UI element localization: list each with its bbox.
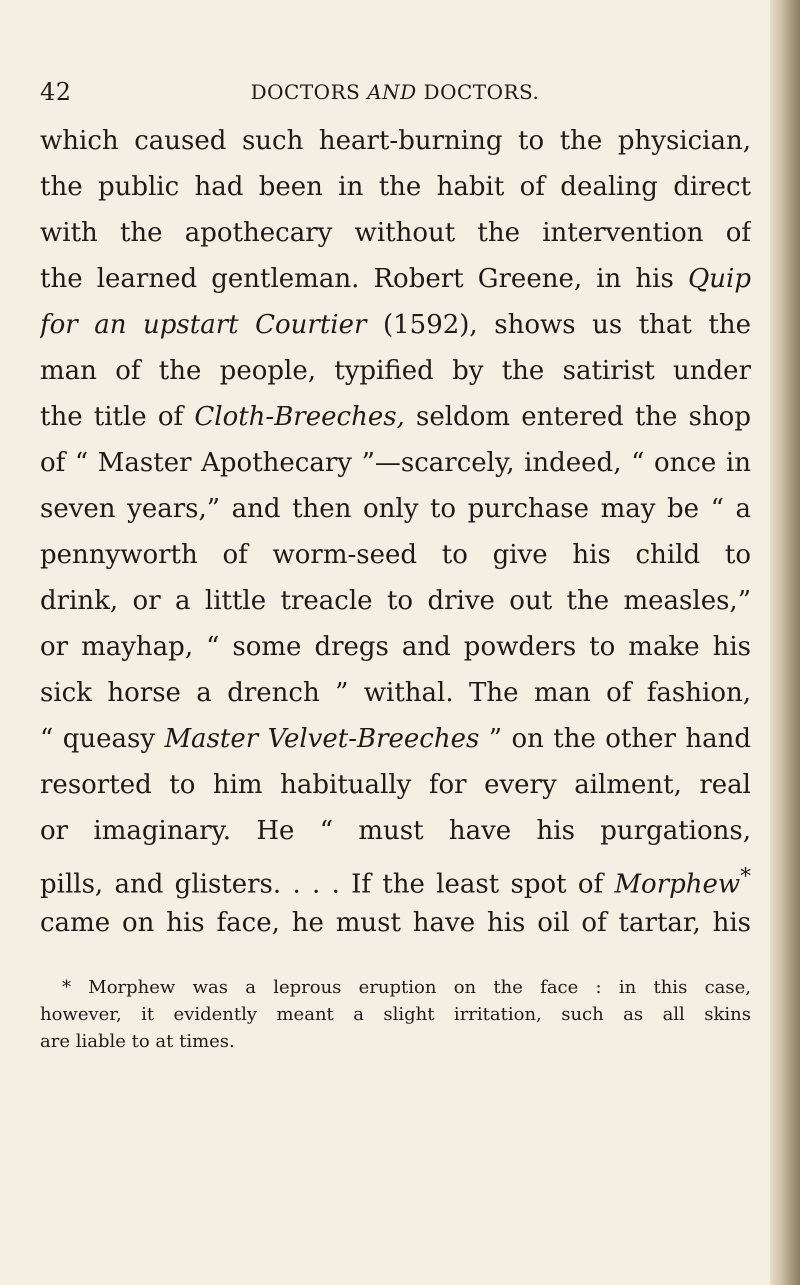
italic-title: for an upstart Courtier: [40, 310, 367, 340]
footnote-marker: *: [740, 864, 751, 889]
italic-name: Cloth-Breeches,: [194, 402, 405, 432]
italic-title: Quip: [687, 264, 751, 294]
footnote: [40, 974, 751, 1055]
page-header: [40, 78, 750, 108]
text-line: resorted to him habitually for every ailment, real: [40, 770, 751, 800]
footnote-line: however, it evidently meant a slight irritation, such as all skins: [40, 1004, 751, 1025]
italic-name: Master Velvet-Breeches: [164, 724, 480, 754]
text-line: for an upstart Courtier (1592), shows us that the: [40, 310, 751, 340]
text-line: drink, or a little treacle to drive out the measles,”: [40, 586, 751, 616]
running-head: DOCTORS AND DOCTORS.: [250, 80, 540, 104]
text-line: the public had been in the habit of dealing direct: [40, 172, 751, 202]
text-line: seven years,” and then only to purchase may be “ a: [40, 494, 751, 524]
text-line: “ queasy Master Velvet-Breeches ” on the other hand: [40, 724, 751, 754]
body-text: [40, 118, 751, 946]
italic-term: Morphew: [614, 869, 741, 900]
text-line: or mayhap, “ some dregs and powders to make his: [40, 632, 751, 662]
text-line: came on his face, he must have his oil of tartar, his: [40, 908, 751, 938]
text-line: which caused such heart-burning to the physician,: [40, 126, 751, 156]
text-line: pennyworth of worm-seed to give his child to: [40, 540, 751, 570]
text-line: sick horse a drench ” withal. The man of fashion,: [40, 678, 751, 708]
text-line: or imaginary. He “ must have his purgations,: [40, 816, 751, 846]
footnote-line: * Morphew was a leprous eruption on the face : in this case,: [62, 977, 751, 998]
page-spine-shadow: [770, 0, 800, 1285]
text-line: pills, and glisters. . . . If the least spot of Morphew*: [40, 864, 751, 900]
page-number: 42: [40, 78, 72, 106]
text-line: of “ Master Apothecary ”—scarcely, indeed, “ once in: [40, 448, 751, 478]
text-line: man of the people, typified by the satirist under: [40, 356, 751, 386]
text-line: the learned gentleman. Robert Greene, in his Quip: [40, 264, 751, 294]
footnote-line: are liable to at times.: [40, 1031, 235, 1052]
text-line: the title of Cloth-Breeches, seldom entered the shop: [40, 402, 751, 432]
text-line: with the apothecary without the intervention of: [40, 218, 751, 248]
